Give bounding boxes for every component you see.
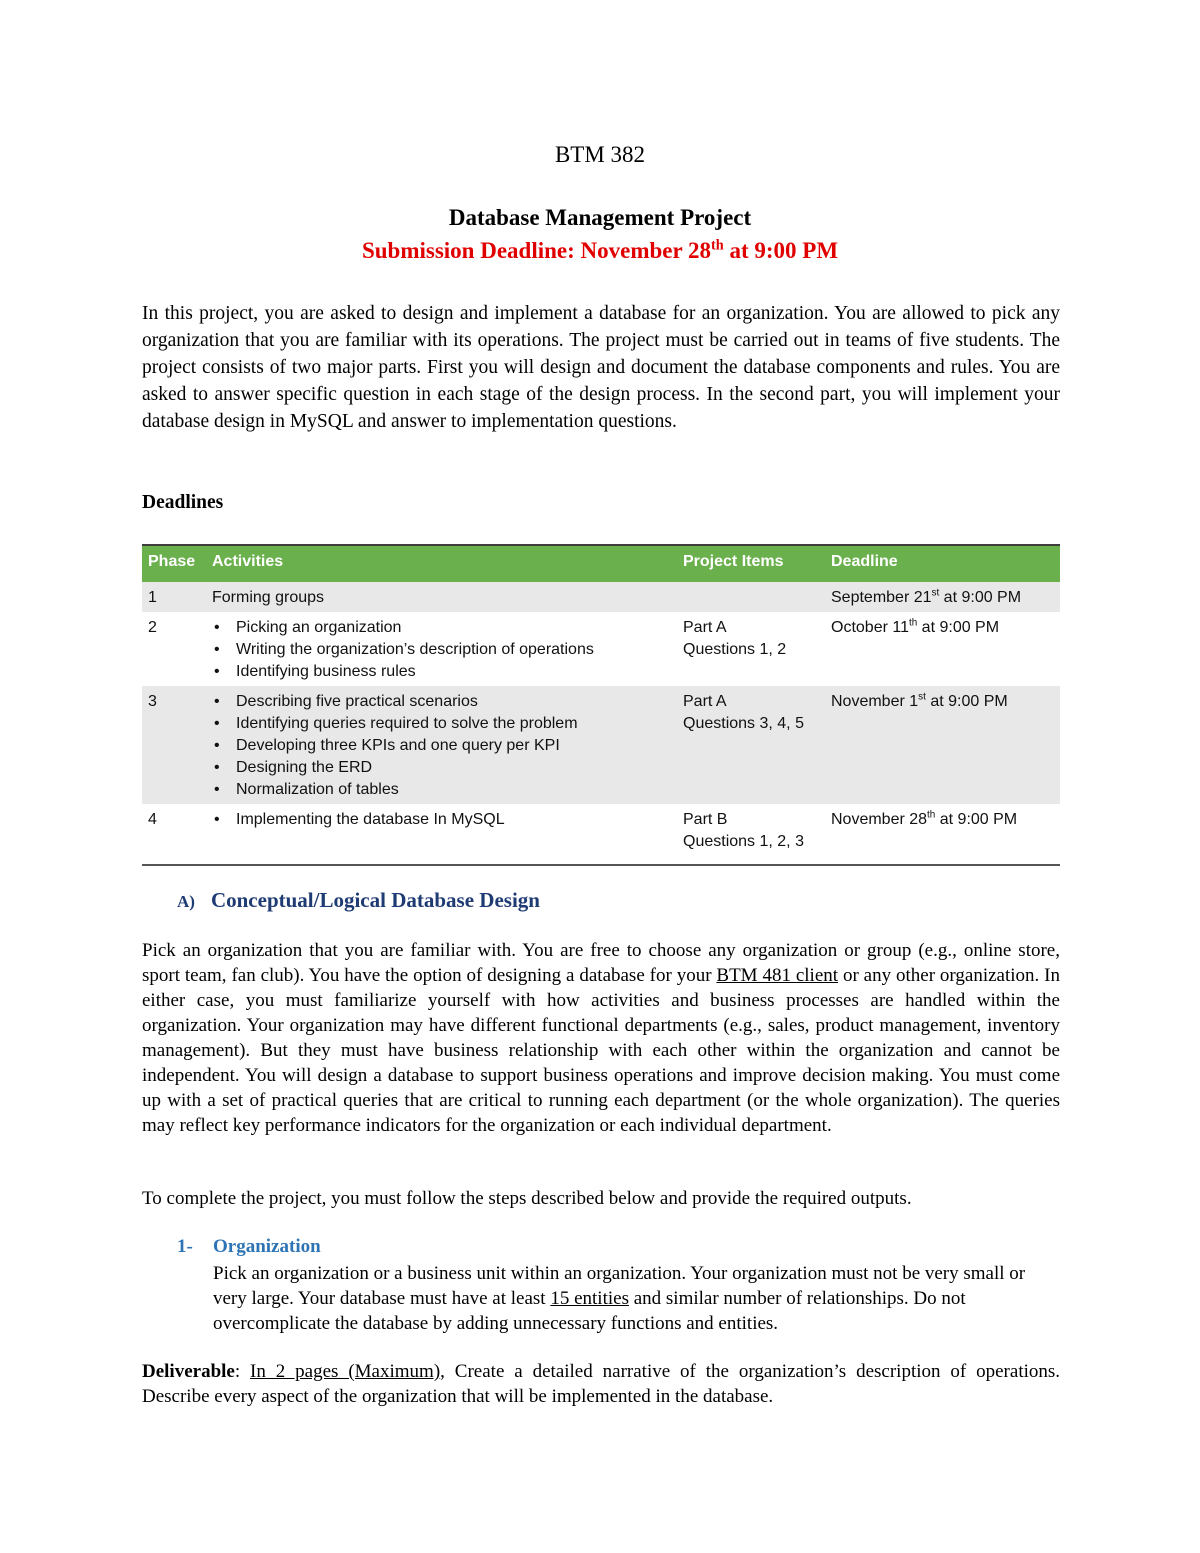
project-item: Questions 1, 2 [683,641,787,658]
project-items-cell [683,691,804,735]
steps-intro-paragraph: To complete the project, you must follow the steps described below and provide the required outputs. [142,1188,912,1209]
table-header-row [142,544,1060,582]
deadline-cell [831,691,1008,713]
activity-item: • Designing the ERD [212,757,578,779]
project-title: Database Management Project [448,205,752,230]
btm-481-client-link[interactable]: BTM 481 client [716,965,839,986]
deadlines-heading: Deadlines [142,492,224,513]
activity-item: • Implementing the database In MySQL [212,809,505,831]
project-items-cell [683,617,786,661]
deadline-date: October 11 [831,619,909,636]
paragraph-text: , Create a detailed narrative of the organization’s description of operations. Describe every aspect of the organization that will be implemented in the database. [142,1361,1061,1407]
deadline-sup: th [908,617,918,629]
table-bottom-rule [142,864,1060,866]
project-item: Part B [683,811,728,828]
project-item: Part A [683,619,727,636]
course-code: BTM 382 [554,142,646,167]
activity-item: Forming groups [212,589,325,606]
section-a-paragraph [142,938,1060,1138]
project-items-cell [683,809,804,853]
deadline-date: November 28 [831,811,928,828]
deadline-time: at 9:00 PM [935,811,1018,828]
activity-item: • Developing three KPIs and one query per KPI [212,735,578,757]
header-phase: Phase [148,553,196,570]
deadline-superscript: th [711,237,724,254]
deadline-time: at 9:00 PM [925,693,1008,710]
deadline-cell [831,809,1017,831]
table-row [142,582,1060,612]
step-1-heading [177,1236,321,1258]
paragraph-text: and similar number of relationships. Do not overcomplicate the database by adding unnecessary functions and entities. [213,1288,966,1334]
intro-paragraph: In this project, you are asked to design and implement a database for an organization. You are allowed to pick any organization that you are familiar with its operations. The project must be carried out in teams of five students. The project consists of two major parts. First you will design and document the database components and rules. You are asked to answer specific question in each stage of the design process. In the second part, you will implement your database design in MySQL and answer to implementation questions. [142,303,1060,432]
activities-list [212,809,505,831]
step-title: Organization [213,1236,321,1257]
phase-cell: 4 [148,811,157,828]
deadline-date: November 1 [831,693,919,710]
header-deadline: Deadline [831,553,898,570]
deliverable-label: Deliverable [142,1361,235,1382]
activity-item: • Picking an organization [212,617,594,639]
deliverable-paragraph [142,1359,1060,1409]
activities-list [212,691,578,801]
deadline-sup: th [927,809,936,821]
deliverable-colon: : [234,1361,251,1382]
deadline-date: September 21 [831,589,932,606]
page-limit-emphasis: In 2 pages (Maximum) [250,1361,441,1382]
activity-item: • Normalization of tables [212,779,578,801]
step-1-body [213,1261,1060,1336]
section-a-label: A) [177,892,195,911]
project-item: Part A [683,693,727,710]
phase-cell: 2 [148,619,157,636]
project-item: Questions 3, 4, 5 [683,715,804,732]
entities-emphasis: 15 entities [550,1288,629,1309]
deadline-time: at 9:00 PM [939,589,1022,606]
table-row [142,804,1060,864]
paragraph-text: or any other organization. In either case, you must familiarize yourself with how activities and business processes are handled within the organization. Your organization may have different functional departments (e.g., sales, product management, inventory management). But they must have business relationship with each other within the organization and cannot be independent. You will design a database to support business operations and improve decision making. You must come up with a set of practical queries that are critical to running each department (or the whole organization). The queries may reflect key performance indicators for the organization or each individual department. [142,965,1060,1136]
header-activities: Activities [212,553,284,570]
project-item: Questions 1, 2, 3 [683,833,804,850]
phase-cell: 3 [148,693,157,710]
submission-deadline [0,238,1200,264]
activity-item: • Writing the organization’s description of operations [212,639,594,661]
phase-cell: 1 [148,589,157,606]
table-row [142,612,1060,686]
activity-item: • Identifying business rules [212,661,594,683]
table-row [142,686,1060,804]
deadline-sup: st [918,691,926,703]
activities-list [212,617,594,683]
deadline-cell [831,617,999,639]
paragraph-text: Pick an organization or a business unit within an organization. Your organization must not be very small or very large. Your database must have at least [213,1263,1026,1309]
paragraph-text: Pick an organization that you are familiar with. You are free to choose any organization or group (e.g., online store, sport team, fan club). You have the option of designing a database for your [142,940,1060,986]
section-a-heading [177,888,540,913]
activity-item: • Identifying queries required to solve the problem [212,713,578,735]
header-project-items: Project Items [683,553,784,570]
deadline-sup: st [931,587,940,599]
deadline-time: at 9:00 PM [917,619,1000,636]
deadline-cell [831,587,1021,609]
section-a-title: Conceptual/Logical Database Design [210,888,540,912]
deadline-prefix: Submission Deadline: November 28 [361,238,712,263]
deadline-suffix: at 9:00 PM [723,238,839,263]
deadlines-table [142,544,1060,866]
activity-item: • Describing five practical scenarios [212,691,578,713]
step-number: 1- [177,1236,193,1257]
